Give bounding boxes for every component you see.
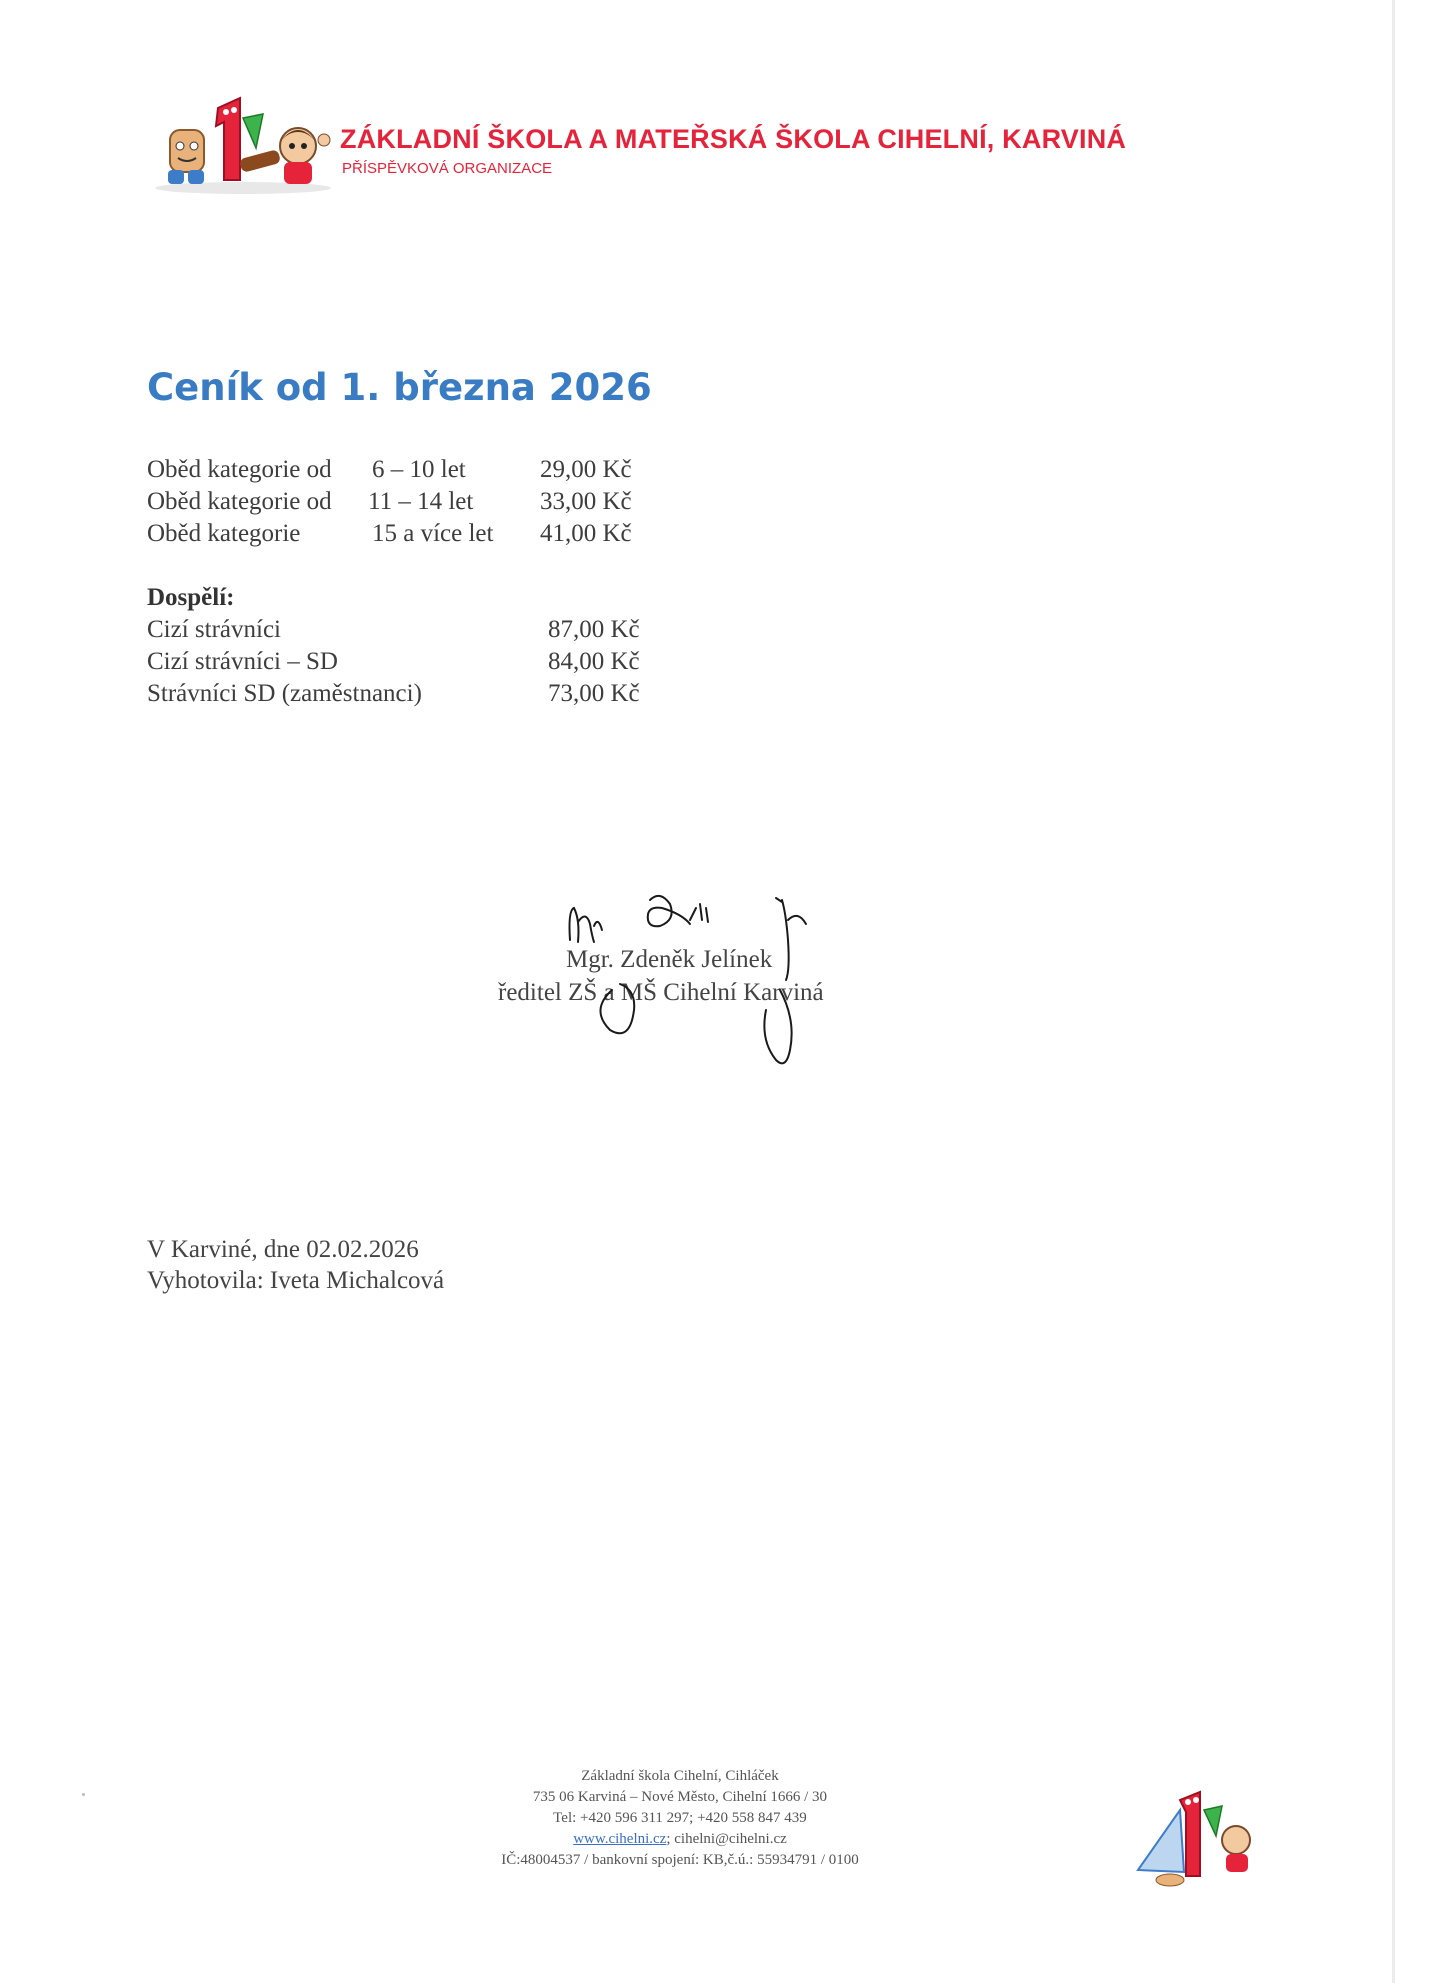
price-label: Oběd kategorie xyxy=(147,520,301,547)
school-name: ZÁKLADNÍ ŠKOLA A MATEŘSKÁ ŠKOLA CIHELNÍ, KARVINÁ xyxy=(340,124,1127,154)
price-age: 15 a více let xyxy=(372,520,494,547)
price-label: Oběd kategorie od xyxy=(147,488,332,515)
website-link[interactable]: www.cihelni.cz xyxy=(573,1831,667,1847)
adult-price-value: 87,00 Kč xyxy=(548,616,640,643)
price-value: 29,00 Kč xyxy=(540,456,632,483)
footer-line: Tel: +420 596 311 297; +420 558 847 439 xyxy=(553,1810,807,1826)
scan-speck xyxy=(82,1793,85,1796)
price-age: 11 – 14 let xyxy=(368,488,474,515)
place-date: V Karviné, dne 02.02.2026 xyxy=(147,1236,419,1263)
footer-contact xyxy=(380,1766,980,1871)
price-value: 41,00 Kč xyxy=(540,520,632,547)
email-text: ; cihelni@cihelni.cz xyxy=(666,1831,787,1847)
footer-line: Základní škola Cihelní, Cihláček xyxy=(581,1768,779,1784)
page-title: Ceník od 1. března 2026 xyxy=(147,366,652,409)
footer-mascot-logo-icon xyxy=(1130,1780,1270,1890)
footer-line: IČ:48004537 / bankovní spojení: KB,č.ú.: 55934791 / 0100 xyxy=(501,1852,859,1868)
signatory-role: ředitel ZŠ a MŠ Cihelní Karviná xyxy=(498,979,824,1006)
footer-line xyxy=(380,1829,980,1850)
adults-heading: Dospělí: xyxy=(147,584,235,611)
price-value: 33,00 Kč xyxy=(540,488,632,515)
adult-price-label: Cizí strávníci – SD xyxy=(147,648,338,675)
adult-price-value: 73,00 Kč xyxy=(548,680,640,707)
school-subtitle: PŘÍSPĚVKOVÁ ORGANIZACE xyxy=(342,160,553,177)
adult-price-value: 84,00 Kč xyxy=(548,648,640,675)
price-label: Oběd kategorie od xyxy=(147,456,332,483)
signatory-name: Mgr. Zdeněk Jelínek xyxy=(566,946,773,973)
school-mascot-logo-icon xyxy=(148,88,338,200)
prepared-by: Vyhotovila: Iveta Michalcová xyxy=(147,1267,445,1294)
adult-price-label: Strávníci SD (zaměstnanci) xyxy=(147,680,422,707)
page-edge xyxy=(1392,0,1395,1983)
handwritten-signature xyxy=(550,880,850,1070)
footer-line: 735 06 Karviná – Nové Město, Cihelní 1666 / 30 xyxy=(532,1789,828,1805)
adult-price-label: Cizí strávníci xyxy=(147,616,281,643)
price-age: 6 – 10 let xyxy=(372,456,466,483)
